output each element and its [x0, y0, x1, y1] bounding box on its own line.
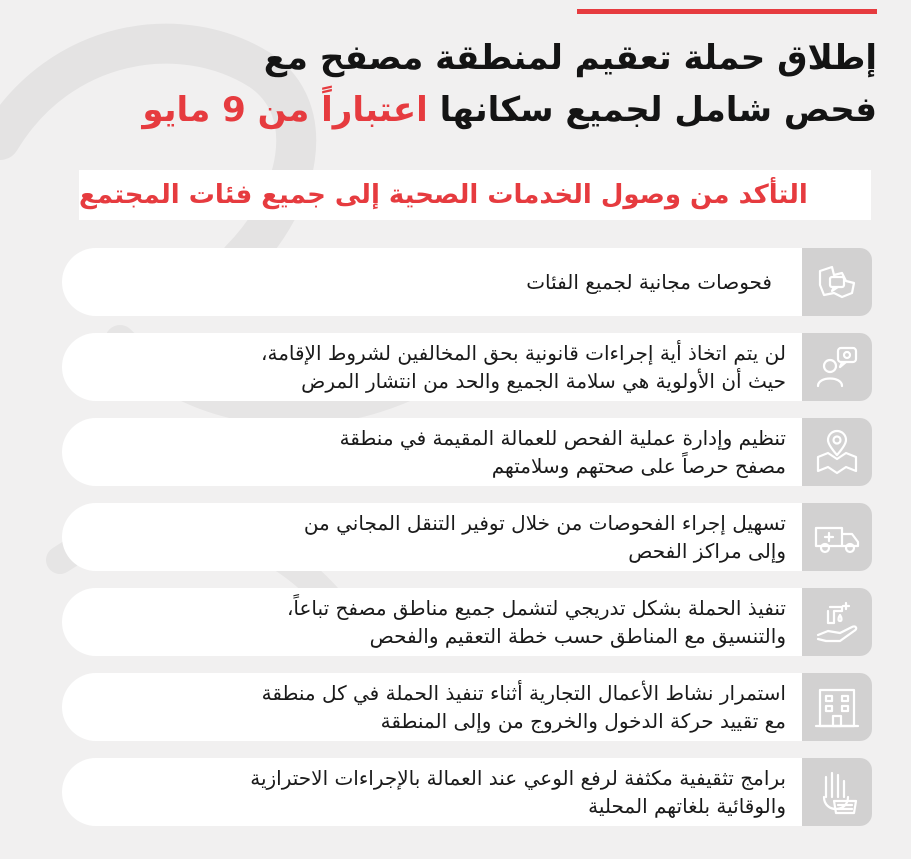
- list-item-text-pill: [62, 503, 802, 571]
- location-gear-map-icon: [812, 427, 862, 477]
- icon-box: [802, 588, 872, 656]
- list-item: [62, 503, 872, 571]
- headline-line-2: [17, 84, 877, 136]
- headline-date-accent: اعتباراً من 9 مايو: [142, 90, 428, 130]
- list-item-line: والوقائية بلغاتهم المحلية: [588, 794, 786, 818]
- building-icon: [812, 682, 862, 732]
- icon-box: [802, 333, 872, 401]
- hand-sanitizer-icon: [812, 597, 862, 647]
- list-item-line: مع تقييد حركة الدخول والخروج من وإلى المنطقة: [380, 709, 786, 733]
- list-item-line: وإلى مراكز الفحص: [628, 539, 786, 563]
- list-item: [62, 758, 872, 826]
- ambulance-icon: [812, 512, 862, 562]
- measures-list: [62, 248, 872, 843]
- list-item: [62, 588, 872, 656]
- icon-box: [802, 503, 872, 571]
- list-item-line: والتنسيق مع المناطق حسب خطة التعقيم والفحص: [369, 624, 786, 648]
- list-item-text-pill: [62, 248, 802, 316]
- list-item: [62, 673, 872, 741]
- list-item-text-pill: [62, 588, 802, 656]
- icon-box: [802, 418, 872, 486]
- list-item: [62, 248, 872, 316]
- list-item-line: لن يتم اتخاذ أية إجراءات قانونية بحق المخالفين لشروط الإقامة،: [261, 341, 786, 365]
- list-item-line: استمرار نشاط الأعمال التجارية أثناء تنفيذ الحملة في كل منطقة: [261, 681, 786, 705]
- person-gear-speech-icon: [812, 342, 862, 392]
- icon-box: [802, 673, 872, 741]
- list-item-text-pill: [62, 333, 802, 401]
- list-item: [62, 418, 872, 486]
- list-item: [62, 333, 872, 401]
- subtitle-text: التأكد من وصول الخدمات الصحية إلى جميع فئات المجتمع: [79, 180, 808, 210]
- list-item-line: حيث أن الأولوية هي سلامة الجميع والحد من انتشار المرض: [301, 369, 786, 393]
- list-item-text-pill: [62, 673, 802, 741]
- list-item-text-pill: [62, 758, 802, 826]
- headline-line-2-text: فحص شامل لجميع سكانها: [439, 90, 877, 130]
- list-item-text-pill: [62, 418, 802, 486]
- list-item-line: تنظيم وإدارة عملية الفحص للعمالة المقيمة في منطقة: [339, 426, 786, 450]
- hand-mask-icon: [812, 767, 862, 817]
- list-item-line: فحوصات مجانية لجميع الفئات: [526, 270, 772, 294]
- list-item-line: برامج تثقيفية مكثفة لرفع الوعي عند العمالة بالإجراءات الاحترازية: [250, 766, 786, 790]
- subtitle-banner: [79, 170, 871, 220]
- headline: [17, 32, 877, 136]
- list-item-line: مصفح حرصاً على صحتهم وسلامتهم: [491, 454, 786, 478]
- top-accent-line: [577, 9, 877, 14]
- icon-box: [802, 248, 872, 316]
- headline-line-1: إطلاق حملة تعقيم لمنطقة مصفح مع: [263, 38, 877, 78]
- list-item-line: تنفيذ الحملة بشكل تدريجي لتشمل جميع مناطق مصفح تباعاً،: [286, 596, 786, 620]
- icon-box: [802, 758, 872, 826]
- map-chat-icon: [812, 257, 862, 307]
- list-item-line: تسهيل إجراء الفحوصات من خلال توفير التنقل المجاني من: [303, 511, 786, 535]
